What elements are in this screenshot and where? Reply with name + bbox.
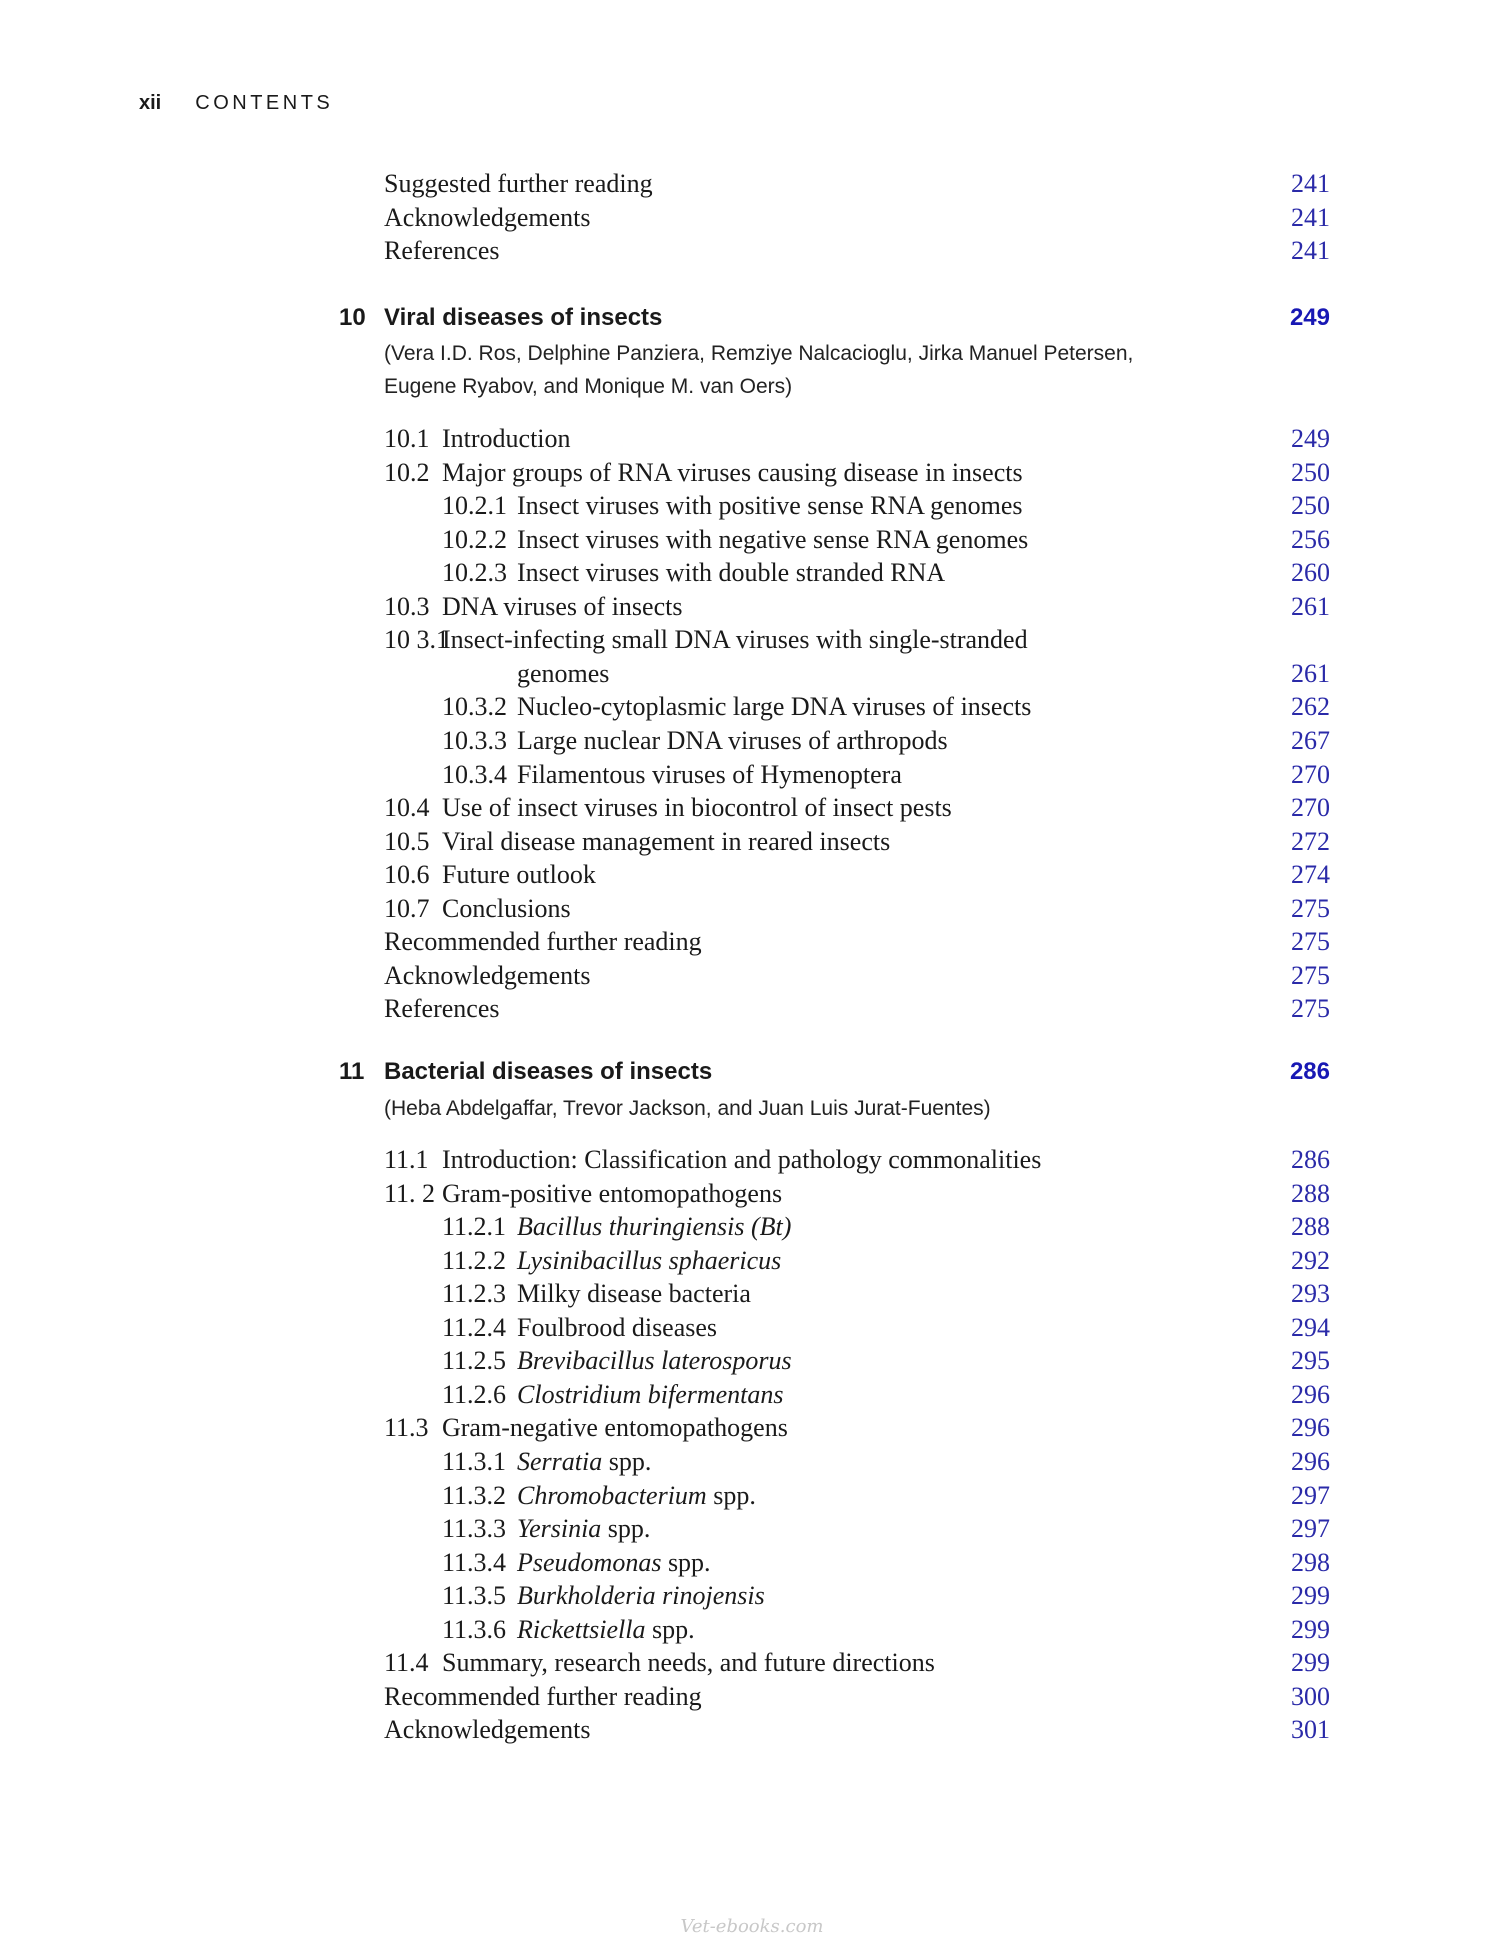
toc-entry-page: 272	[1291, 826, 1330, 856]
toc-entry-page: 297	[1291, 1480, 1330, 1510]
toc-entry[interactable]	[0, 1177, 1504, 1211]
toc-entry-page: 249	[1291, 424, 1330, 453]
toc-entry-title-italic: Chromobacterium	[517, 1480, 707, 1510]
chapter-page: 249	[1289, 304, 1330, 331]
toc-entry-title	[442, 791, 952, 825]
toc-entry[interactable]	[0, 523, 1504, 557]
toc-entry-title	[517, 1613, 695, 1647]
toc-entry-number: 10 3.1	[384, 625, 449, 655]
toc-entry-title-text: Recommended further reading	[384, 927, 702, 957]
toc-entry-title	[442, 1646, 935, 1680]
toc-entry-number: 11.2.2	[442, 1245, 507, 1275]
toc-entry[interactable]	[0, 1344, 1504, 1378]
toc-entry-title	[442, 422, 571, 456]
toc-entry[interactable]	[0, 1680, 1504, 1714]
toc-entry-title-text: Gram-negative entomopathogens	[442, 1413, 788, 1443]
toc-entry-title	[384, 1680, 702, 1714]
toc-entry-title-text: Insect viruses with negative sense RNA genomes	[517, 524, 1029, 554]
toc-entry-title-text: Foulbrood diseases	[517, 1312, 718, 1342]
toc-entry-title-italic: Lysinibacillus sphaericus	[517, 1245, 782, 1275]
toc-entry-page: 261	[1291, 591, 1330, 621]
toc-entry-title-text: Viral disease management in reared insects	[442, 826, 891, 856]
toc-entry-title-suffix: spp.	[645, 1614, 695, 1644]
toc-entry-title-cont: genomes	[517, 658, 610, 688]
toc-entry-number: 11.2.3	[442, 1279, 507, 1309]
toc-entry-page: 299	[1291, 1581, 1330, 1611]
toc-entry[interactable]	[0, 724, 1504, 758]
toc-entry-number: 10.3.4	[442, 759, 507, 789]
toc-entry-page: 250	[1291, 457, 1330, 487]
toc-entry-continuation[interactable]	[0, 657, 1504, 691]
toc-entry-title	[517, 1277, 751, 1311]
toc-entry-title	[442, 456, 1023, 490]
toc-entry[interactable]	[0, 959, 1504, 993]
toc-entry[interactable]	[0, 1143, 1504, 1177]
toc-entry[interactable]	[0, 1378, 1504, 1412]
toc-entry-page: 296	[1291, 1413, 1330, 1443]
toc-entry-page: 260	[1291, 558, 1330, 588]
chapter-heading[interactable]	[0, 301, 1504, 335]
toc-entry-number: 10.3	[384, 591, 430, 621]
toc-entry-title-text: Future outlook	[442, 860, 596, 890]
toc-entry-number: 11.3.3	[442, 1514, 507, 1544]
toc-entry-page: 267	[1291, 725, 1330, 755]
toc-entry-page: 275	[1291, 960, 1330, 990]
toc-entry-number: 10.4	[384, 793, 430, 823]
toc-entry-page: 294	[1291, 1312, 1330, 1342]
toc-entry-title	[384, 959, 591, 993]
toc-entry-page: 299	[1291, 1614, 1330, 1644]
toc-entry-title	[442, 1177, 782, 1211]
toc-entry-title	[442, 590, 682, 624]
toc-entry[interactable]	[0, 167, 1504, 201]
toc-entry-title	[517, 1311, 717, 1345]
toc-entry-number: 11.3.5	[442, 1581, 507, 1611]
toc-entry-number: 11.3.1	[442, 1446, 507, 1476]
toc-entry[interactable]	[0, 1445, 1504, 1479]
toc-entry-title-italic: Burkholderia rinojensis	[517, 1581, 765, 1611]
toc-entry-number: 11.3.2	[442, 1480, 507, 1510]
toc-entry-number: 11.2.4	[442, 1312, 507, 1342]
toc-entry-page: 296	[1291, 1446, 1330, 1476]
toc-entry-title	[384, 992, 499, 1026]
toc-entry-title	[517, 724, 948, 758]
toc-entry-title	[517, 690, 1031, 724]
chapter-number: 10	[339, 304, 366, 331]
chapter-number: 11	[339, 1058, 365, 1085]
toc-entry-page: 275	[1291, 893, 1330, 923]
toc-entry-number: 10.3.2	[442, 692, 507, 722]
toc-entry-page: 300	[1291, 1681, 1330, 1711]
toc-entry-title-text: Insect-infecting small DNA viruses with single-stranded	[442, 625, 1028, 655]
toc-entry-number: 10.2.3	[442, 558, 507, 588]
toc-entry-page: 301	[1291, 1715, 1330, 1745]
toc-entry-title-text: Acknowledgements	[384, 960, 591, 990]
toc-entry-number: 11.3.4	[442, 1547, 507, 1577]
toc-entry-title: References	[384, 236, 500, 265]
toc-entry-title	[442, 1411, 788, 1445]
toc-entry-title: Acknowledgements	[384, 203, 591, 232]
toc-entry[interactable]	[0, 201, 1504, 235]
toc-entry-title	[442, 858, 596, 892]
toc-entry[interactable]	[0, 791, 1504, 825]
toc-entry-title	[517, 523, 1028, 557]
watermark-logo	[672, 1910, 832, 1944]
toc-entry-title-italic: Clostridium bifermentans	[517, 1379, 784, 1409]
toc-entry[interactable]	[0, 422, 1504, 456]
toc-entry-number: 11.3.6	[442, 1614, 507, 1644]
toc-entry-number: 10.6	[384, 860, 430, 890]
chapter-authors: (Vera I.D. Ros, Delphine Panziera, Remziye Nalcacioglu, Jirka Manuel Petersen, Eugene Ryabov, and Monique M. van Oers)	[384, 342, 1134, 398]
toc-entry-title	[442, 892, 571, 926]
toc-entry-page: 296	[1291, 1379, 1330, 1409]
toc-entry-page: 295	[1291, 1346, 1330, 1376]
toc-entry-page: 275	[1291, 927, 1330, 957]
toc-entry-page: 262	[1291, 692, 1330, 722]
watermark-text: Vet-ebooks.com	[680, 1916, 824, 1937]
toc-entry-title-text: Nucleo-cytoplasmic large DNA viruses of insects	[517, 692, 1032, 722]
toc-entry[interactable]	[0, 1613, 1504, 1647]
toc-entry-number: 11.2.1	[442, 1212, 507, 1242]
toc-entry-page: 274	[1291, 860, 1330, 890]
toc-entry-title-text: Filamentous viruses of Hymenoptera	[517, 759, 902, 789]
toc-entry-title	[517, 1445, 651, 1479]
toc-entry-title-text: Use of insect viruses in biocontrol of insect pests	[442, 793, 952, 823]
toc-entry[interactable]	[0, 925, 1504, 959]
toc-entry-title-text: Introduction	[442, 424, 571, 453]
toc-entry-title-text: Large nuclear DNA viruses of arthropods	[517, 725, 948, 755]
toc-entry-title	[442, 623, 1028, 657]
running-title: CONTENTS	[195, 92, 334, 114]
toc-entry-number: 11. 2	[384, 1178, 436, 1208]
toc-entry-title-text: Summary, research needs, and future directions	[442, 1648, 935, 1678]
toc-entry-number: 10.2.1	[442, 491, 507, 521]
toc-entry-title-text: Conclusions	[442, 893, 571, 923]
toc-entry-page: 250	[1291, 491, 1330, 521]
toc-entry-title-suffix: spp.	[602, 1446, 652, 1476]
toc-entry-number: 10.3.3	[442, 725, 507, 755]
toc-entry-page: 292	[1291, 1245, 1330, 1275]
toc-entry-number: 11.2.5	[442, 1346, 507, 1376]
toc-entry-number: 10.7	[384, 893, 430, 923]
toc-entry-page: 293	[1291, 1279, 1330, 1309]
toc-entry[interactable]	[0, 758, 1504, 792]
toc-entry[interactable]	[0, 1713, 1504, 1747]
toc-entry-number: 11.4	[384, 1648, 429, 1678]
toc-entry-title-italic: Brevibacillus laterosporus	[517, 1346, 792, 1376]
toc-entry-page: 241	[1291, 203, 1330, 232]
chapter-authors: (Heba Abdelgaffar, Trevor Jackson, and Juan Luis Jurat-Fuentes)	[384, 1097, 991, 1120]
toc-entry-page: 275	[1291, 994, 1330, 1024]
toc-entry-page: 299	[1291, 1648, 1330, 1678]
toc-entry-title-suffix: spp.	[706, 1480, 756, 1510]
toc-entry-title	[517, 1579, 765, 1613]
toc-entry-title-text: Recommended further reading	[384, 1681, 702, 1711]
chapter-heading[interactable]	[0, 1055, 1504, 1089]
toc-entry-title-text: Introduction: Classification and pathology commonalities	[442, 1145, 1042, 1174]
toc-entry-title	[517, 1344, 792, 1378]
toc-entry-page: 256	[1291, 524, 1330, 554]
toc-entry-page: 241	[1291, 169, 1330, 198]
toc-entry-title-suffix: spp.	[661, 1547, 711, 1577]
chapter-title: Viral diseases of insects	[384, 304, 663, 331]
toc-entry-page: 241	[1291, 236, 1330, 265]
toc-entry-title	[442, 825, 890, 859]
page-number: xii	[139, 92, 162, 114]
toc-entry[interactable]	[0, 1210, 1504, 1244]
toc-entry-title-text: Gram-positive entomopathogens	[442, 1178, 783, 1208]
toc-entry-title	[517, 1546, 711, 1580]
toc-entry-title-italic: Yersinia	[517, 1514, 602, 1544]
toc-entry-number: 10.2	[384, 457, 430, 487]
toc-entry-title	[517, 1378, 784, 1412]
toc-entry[interactable]	[0, 1479, 1504, 1513]
toc-entry[interactable]	[0, 556, 1504, 590]
toc-entry-title	[442, 1143, 1041, 1177]
toc-entry-title-text: References	[384, 994, 500, 1024]
toc-entry[interactable]	[0, 858, 1504, 892]
toc-entry-title-text: DNA viruses of insects	[442, 591, 683, 621]
toc-entry-title	[384, 1713, 591, 1747]
toc-entry-title	[517, 489, 1023, 523]
toc-entry-page: 261	[1291, 658, 1330, 688]
toc-entry-page: 297	[1291, 1514, 1330, 1544]
toc-entry-title-text: Insect viruses with positive sense RNA genomes	[517, 491, 1023, 521]
toc-entry[interactable]	[0, 992, 1504, 1026]
toc-entry[interactable]	[0, 1646, 1504, 1680]
toc-entry[interactable]	[0, 825, 1504, 859]
toc-entry-number: 11.1	[384, 1145, 429, 1174]
toc-entry[interactable]	[0, 1244, 1504, 1278]
toc-entry-title-italic: Serratia	[517, 1446, 603, 1476]
toc-entry[interactable]	[0, 690, 1504, 724]
chapter-title: Bacterial diseases of insects	[384, 1058, 713, 1085]
toc-entry-number: 10.1	[384, 424, 430, 453]
toc-entry-number: 11.2.6	[442, 1379, 507, 1409]
toc-entry-title	[517, 1479, 756, 1513]
toc-entry[interactable]	[0, 234, 1504, 268]
toc-entry-title-text: Major groups of RNA viruses causing disease in insects	[442, 457, 1023, 487]
toc-entry[interactable]	[0, 489, 1504, 523]
toc-entry-title	[517, 556, 945, 590]
toc-entry-title	[384, 925, 702, 959]
toc-entry-title-italic: Bacillus thuringiensis (Bt)	[517, 1212, 792, 1242]
toc-entry-page: 270	[1291, 793, 1330, 823]
toc-entry-number: 10.2.2	[442, 524, 507, 554]
toc-entry-title-italic: Pseudomonas	[517, 1547, 662, 1577]
chapter-page: 286	[1289, 1058, 1330, 1085]
toc-entry[interactable]	[0, 623, 1504, 657]
toc-entry[interactable]	[0, 1411, 1504, 1445]
toc-entry[interactable]	[0, 892, 1504, 926]
toc-entry-page: 270	[1291, 759, 1330, 789]
toc-entry[interactable]	[0, 456, 1504, 490]
toc-entry-title	[517, 1244, 781, 1278]
toc-entry-title-text: Milky disease bacteria	[517, 1279, 751, 1309]
toc-entry[interactable]	[0, 1546, 1504, 1580]
toc-entry-number: 11.3	[384, 1413, 429, 1443]
toc-entry-title	[517, 1512, 650, 1546]
toc-entry[interactable]	[0, 1277, 1504, 1311]
toc-entry[interactable]	[0, 1579, 1504, 1613]
toc-entry-title-text: Insect viruses with double stranded RNA	[517, 558, 946, 588]
toc-entry-title-italic: Rickettsiella	[517, 1614, 646, 1644]
toc-entry[interactable]	[0, 590, 1504, 624]
toc-entry-page: 288	[1291, 1212, 1330, 1242]
toc-entry[interactable]	[0, 1512, 1504, 1546]
toc-entry-page: 286	[1291, 1145, 1330, 1174]
toc-entry-title: Suggested further reading	[384, 169, 653, 198]
toc-entry-title	[517, 1210, 791, 1244]
toc-entry-page: 288	[1291, 1178, 1330, 1208]
toc-entry-title-text: Acknowledgements	[384, 1715, 591, 1745]
toc-entry[interactable]	[0, 1311, 1504, 1345]
toc-entry-title	[517, 758, 902, 792]
toc-entry-title-suffix: spp.	[601, 1514, 651, 1544]
toc-entry-number: 10.5	[384, 826, 430, 856]
toc-entry-page: 298	[1291, 1547, 1330, 1577]
